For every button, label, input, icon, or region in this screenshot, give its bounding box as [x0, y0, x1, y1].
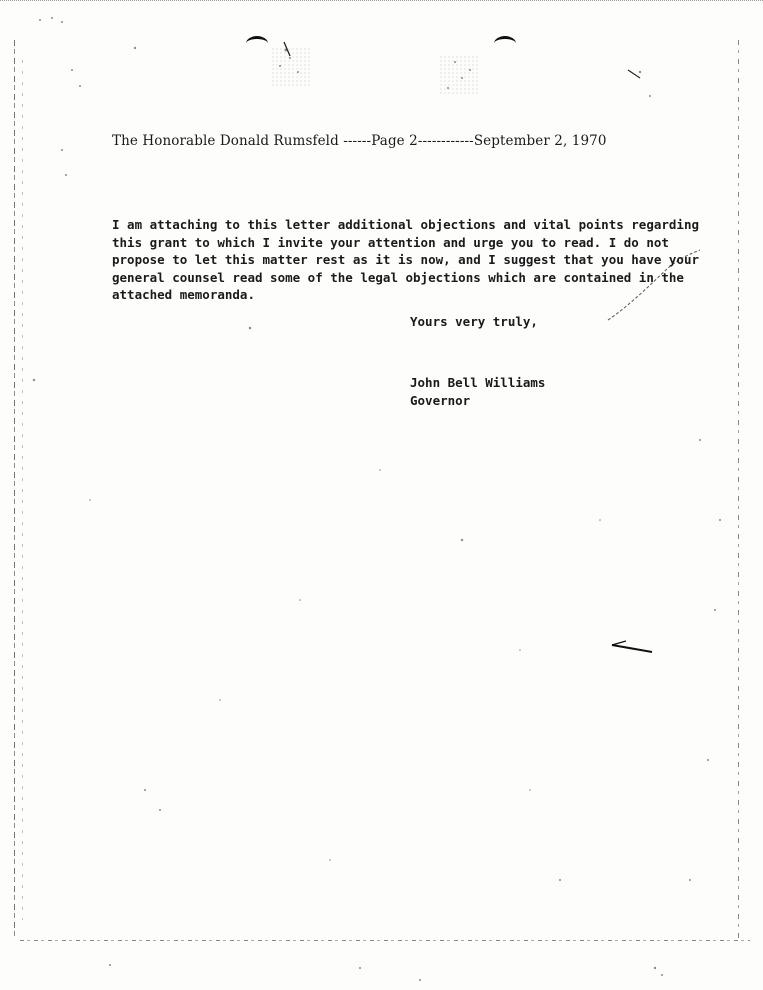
closing-salutation: Yours very truly, — [410, 314, 538, 329]
right-scan-edge — [738, 40, 739, 940]
page-header — [112, 133, 672, 149]
body-line: general counsel read some of the legal objections which are contained in the — [112, 269, 684, 285]
binder-hole-mark-right — [494, 36, 516, 51]
signatory-title: Governor — [410, 393, 471, 408]
top-dotted-border — [0, 0, 763, 3]
bottom-scan-edge — [20, 940, 750, 941]
body-line: propose to let this matter rest as it is now, and I suggest that you have your — [112, 252, 699, 267]
header-page-number: Page 2 — [371, 133, 418, 149]
header-date: September 2, 1970 — [473, 133, 607, 149]
body-line: attached memoranda. — [112, 287, 255, 302]
body-line: I am attaching to this letter additional objections and vital points regarding — [112, 217, 699, 232]
left-scan-edge-inner — [22, 60, 23, 920]
body-line: this grant to which I invite your attention and urge you to read. I do not — [112, 234, 669, 250]
signature-block — [410, 374, 545, 410]
signatory-name: John Bell Williams — [410, 375, 546, 390]
header-recipient: The Honorable Donald Rumsfeld — [112, 133, 339, 149]
header-separator: ------------ — [417, 133, 474, 149]
header-separator: ------ — [343, 133, 372, 149]
letter-body — [112, 216, 699, 304]
left-scan-edge — [14, 40, 15, 940]
binder-hole-mark-left — [246, 36, 268, 51]
